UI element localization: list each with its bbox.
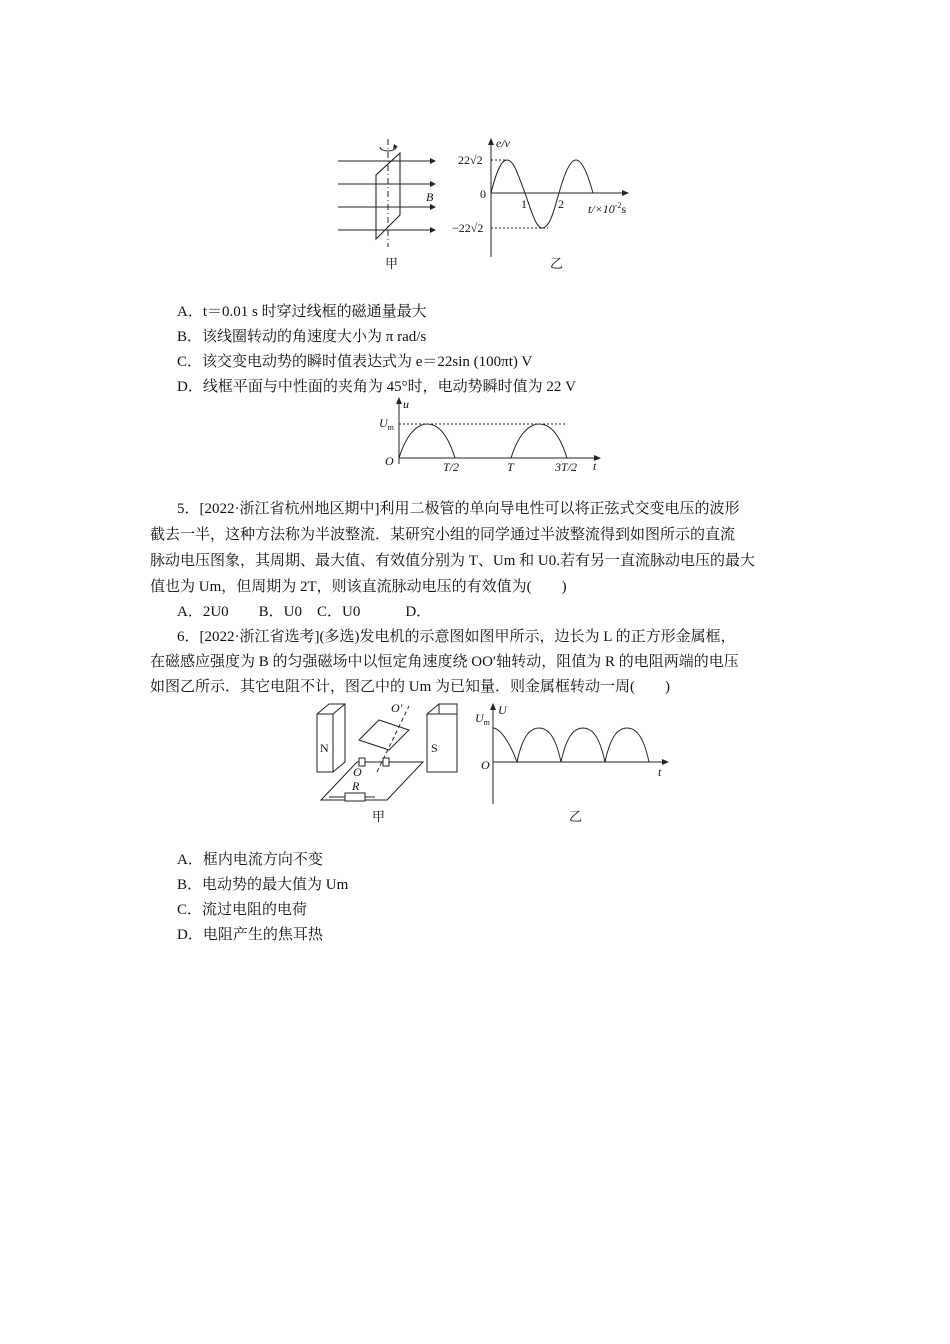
- magnetic-field-diagram: [338, 139, 436, 247]
- q4-option-b: B．该线圈转动的角速度大小为 π rad/s: [177, 329, 427, 345]
- q6-option-d: D．电阻产生的焦耳热: [177, 927, 323, 943]
- sine-curve: [491, 160, 593, 228]
- q5-line-2: 截去一半，这种方法称为半波整流．某研究小组的同学通过半波整流得到如图所示的直流: [150, 527, 736, 543]
- q4-option-d: D．线框平面与中性面的夹角为 45°时，电动势瞬时值为 22 V: [177, 379, 576, 395]
- origin-label: 0: [480, 187, 486, 201]
- um-label: $U_m$: [379, 416, 394, 432]
- t-axis-label: $t/\times 10^{-2}s$: [588, 201, 627, 216]
- t-axis-label: t: [593, 459, 597, 473]
- q5-line-4: 值也为 Um，但周期为 2T，则该直流脉动电压的有效值为( ): [150, 579, 567, 595]
- right-caption: 乙: [569, 809, 583, 824]
- q5-line-1: 5．[2022·浙江省杭州地区期中]利用二极管的单向导电性可以将正弦式交变电压的波形: [177, 501, 740, 517]
- q4-option-c: C．该交变电动势的瞬时值表达式为 e＝22sin (100πt) V: [177, 354, 533, 370]
- q4-option-a: A．t＝0.01 s 时穿过线框的磁通量最大: [177, 304, 427, 320]
- figure-3: [315, 700, 675, 830]
- half-wave-2: [511, 424, 567, 458]
- q5-line-3: 脉动电压图象，其周期、最大值、有效值分别为 T、Um 和 U0.若有另一直流脉动电压的最大: [150, 553, 755, 569]
- u-axis-label: u: [403, 397, 409, 411]
- t-axis-label: t: [658, 765, 662, 779]
- half-wave-1: [399, 424, 455, 458]
- rectified-wave-plot: [490, 703, 669, 804]
- y-min-label: −22√2: [452, 221, 484, 235]
- right-caption: 乙: [550, 256, 564, 271]
- left-caption: 甲: [372, 809, 386, 824]
- um-label: $U_m$: [475, 711, 490, 727]
- t-period-label: T: [507, 460, 514, 474]
- rectified-curve: [493, 728, 649, 762]
- origin-label: O: [385, 454, 394, 468]
- q6-line-2: 在磁感应强度为 B 的匀强磁场中以恒定角速度绕 OO′轴转动，阻值为 R 的电阻两端的电压: [150, 654, 739, 670]
- q6-line-3: 如图乙所示．其它电阻不计，图乙中的 Um 为已知量．则金属框转动一周( ): [150, 679, 670, 695]
- tick-2-label: 2: [558, 197, 564, 211]
- origin-label: O: [481, 758, 490, 772]
- y-max-label: 22√2: [458, 153, 483, 167]
- t-half-label: T/2: [443, 460, 460, 474]
- U-axis-label: U: [498, 703, 507, 717]
- e-axis-label: e/v: [496, 136, 510, 150]
- figure-1: [330, 135, 650, 275]
- left-caption: 甲: [385, 256, 399, 271]
- q6-option-c: C．流过电阻的电荷: [177, 902, 308, 918]
- O-label: O: [353, 765, 362, 779]
- B-label: B: [426, 190, 434, 204]
- N-pole-label: N: [320, 741, 329, 755]
- tick-1-label: 1: [521, 197, 527, 211]
- S-pole-label: S: [431, 741, 438, 755]
- q6-line-1: 6．[2022·浙江省选考](多选)发电机的示意图如图甲所示，边长为 L 的正方形金属框，: [177, 629, 736, 645]
- q6-option-b: B．电动势的最大值为 Um: [177, 877, 349, 893]
- t-three-half-label: 3T/2: [555, 460, 578, 474]
- q5-options: A．2U0 B．U0 C．U0 D．: [177, 604, 432, 620]
- O-prime-label: O′: [391, 701, 403, 715]
- q6-option-a: A．框内电流方向不变: [177, 852, 323, 868]
- figure-2-half-wave: [375, 396, 615, 476]
- R-label: R: [352, 779, 360, 793]
